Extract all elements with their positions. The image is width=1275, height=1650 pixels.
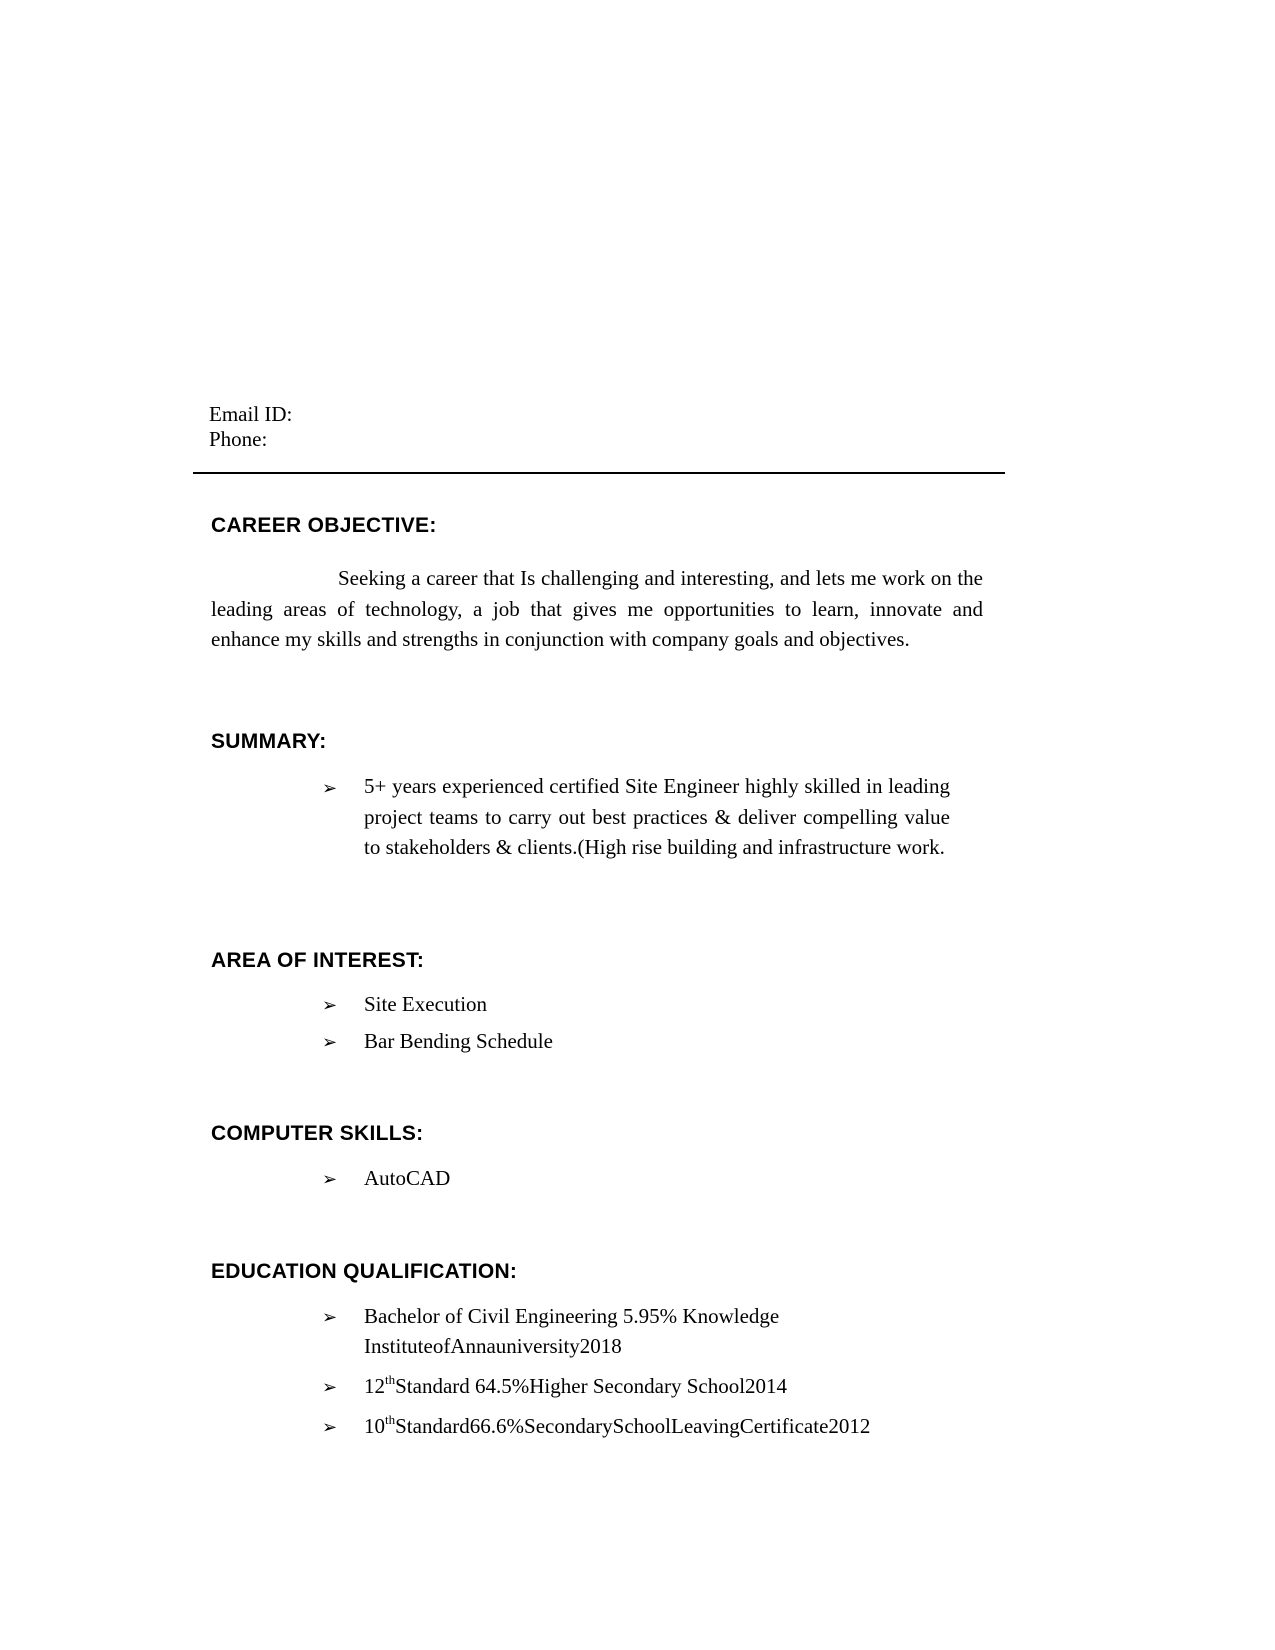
list-item — [322, 771, 950, 863]
education-item-text: Bachelor of Civil Engineering 5.95% Knowledge InstituteofAnnauniversity2018 — [364, 1304, 780, 1358]
header-divider — [193, 472, 1005, 474]
arrow-bullet-icon: ➢ — [322, 995, 338, 1016]
arrow-bullet-icon: ➢ — [322, 1417, 338, 1438]
computer-skills-list — [322, 1163, 450, 1200]
list-item — [322, 1411, 884, 1441]
skill-item-text: AutoCAD — [364, 1166, 451, 1190]
education-list — [322, 1301, 884, 1451]
education-item-text: Standard 64.5%Higher Secondary School2014 — [395, 1374, 788, 1398]
area-of-interest-list — [322, 989, 553, 1063]
arrow-bullet-icon: ➢ — [322, 1307, 338, 1328]
education-item-prefix: 10 — [364, 1414, 385, 1438]
summary-list — [322, 771, 950, 863]
list-item — [322, 1163, 450, 1193]
education-item-superscript: th — [385, 1412, 396, 1427]
phone-label: Phone: — [209, 427, 268, 451]
arrow-bullet-icon: ➢ — [322, 1169, 338, 1190]
computer-skills-heading: COMPUTER SKILLS: — [211, 1122, 424, 1145]
arrow-bullet-icon: ➢ — [322, 1032, 338, 1053]
arrow-bullet-icon: ➢ — [322, 1377, 338, 1398]
education-item-prefix: 12 — [364, 1374, 385, 1398]
interest-item-text: Site Execution — [364, 992, 488, 1016]
list-item — [322, 1301, 884, 1361]
interest-item-text: Bar Bending Schedule — [364, 1029, 553, 1053]
education-item-superscript: th — [385, 1372, 396, 1387]
email-label: Email ID: — [209, 402, 293, 426]
contact-block — [209, 402, 292, 452]
career-objective-text: Seeking a career that Is challenging and interesting, and lets me work on the leading areas of technology, a job that gives me opportunities to learn, innovate and enhance my skills and strengths in conjunction with company goals and objectives. — [211, 566, 983, 651]
summary-heading: SUMMARY: — [211, 730, 327, 753]
area-of-interest-heading: AREA OF INTEREST: — [211, 949, 425, 972]
list-item — [322, 1026, 553, 1056]
list-item — [322, 1371, 884, 1401]
education-item-text: Standard66.6%SecondarySchoolLeavingCertificate2012 — [395, 1414, 871, 1438]
career-objective-heading: CAREER OBJECTIVE: — [211, 514, 437, 537]
summary-item-text: 5+ years experienced certified Site Engineer highly skilled in leading project teams to carry out best practices & deliver compelling value to stakeholders & clients.(High rise building and infrastructure work. — [364, 774, 950, 859]
education-heading: EDUCATION QUALIFICATION: — [211, 1260, 518, 1283]
arrow-bullet-icon: ➢ — [322, 778, 338, 799]
list-item — [322, 989, 553, 1019]
